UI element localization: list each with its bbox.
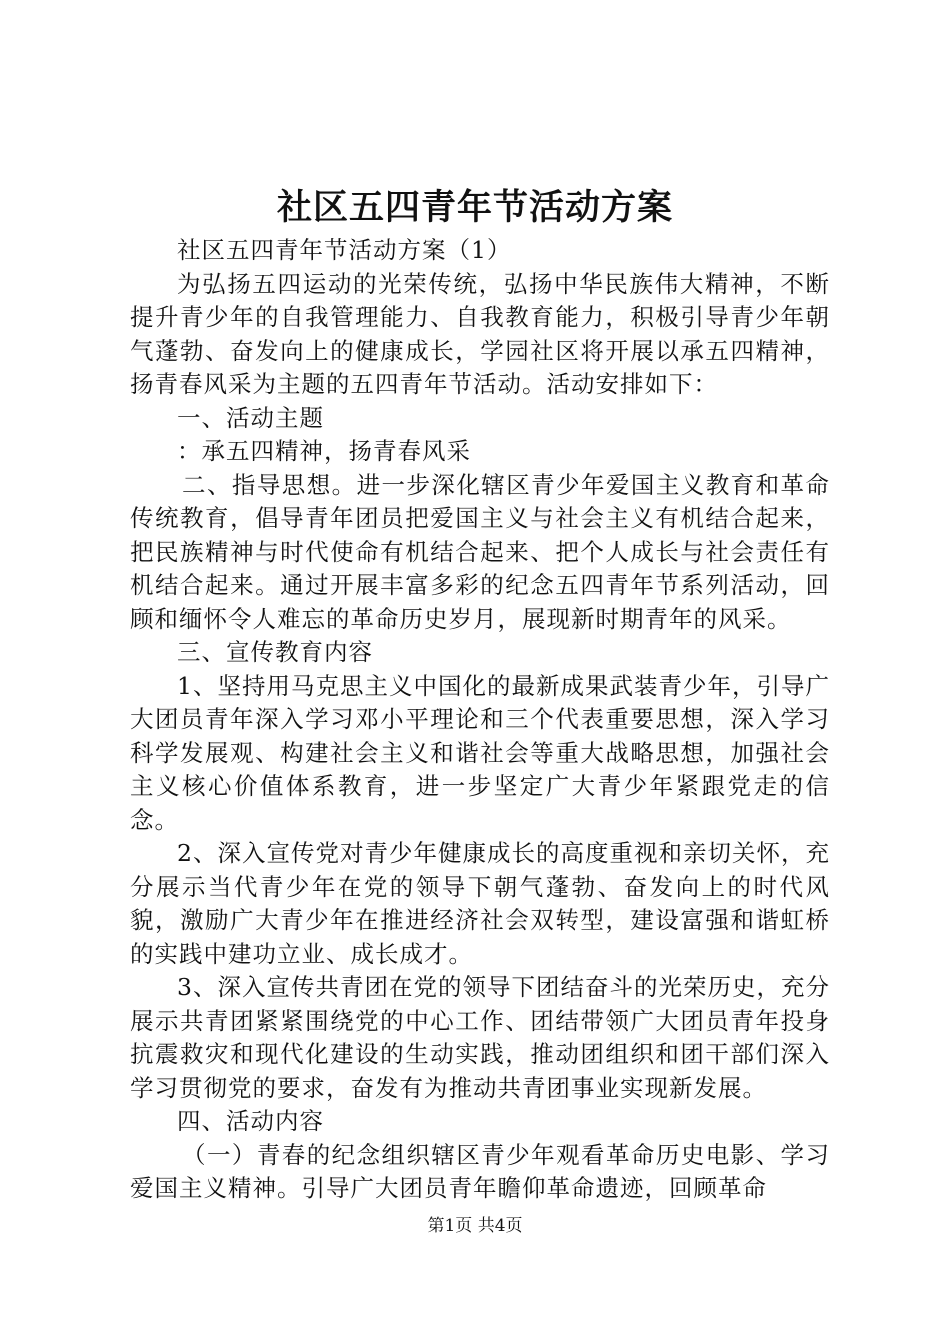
- section-heading: 四、活动内容: [177, 1107, 324, 1135]
- document-title: 社区五四青年节活动方案: [276, 187, 673, 228]
- activity-item-1: （一）青春的纪念组织辖区青少年观看革命历史电影、学习爱国主义精神。引导广大团员青年瞻仰革命遗迹，回顾革命: [130, 1140, 830, 1202]
- document-body: [130, 234, 830, 1206]
- section-heading: 社区五四青年节活动方案（1）: [177, 236, 512, 264]
- content-item-2: 2、深入宣传党对青少年健康成长的高度重视和亲切关怀，充分展示当代青少年在党的领导下朝气蓬勃、奋发向上的时代风貌，激励广大青少年在推进经济社会双转型，建设富强和谐虹桥的实践中建功立业、成长成才。: [130, 839, 830, 968]
- guiding-ideology-paragraph: 二、指导思想。进一步深化辖区青少年爱国主义教育和革命传统教育，倡导青年团员把爱国主义与社会主义有机结合起来，把民族精神与时代使命有机结合起来、把个人成长与社会责任有机结合起来。通过开展丰富多彩的纪念五四青年节系列活动，回顾和缅怀令人难忘的革命历史岁月，展现新时期青年的风采。: [130, 470, 830, 633]
- theme-line: ：承五四精神，扬青春风采: [177, 437, 471, 465]
- section-heading: 三、宣传教育内容: [177, 638, 373, 666]
- page-footer: 第1页 共4页: [427, 1216, 523, 1236]
- section-heading: 一、活动主题: [177, 403, 324, 432]
- content-item-3: 3、深入宣传共青团在党的领导下团结奋斗的光荣历史，充分展示共青团紧紧围绕党的中心工作、团结带领广大团员青年投身抗震救灾和现代化建设的生动实践，推动团组织和团干部们深入学习贯彻党的要求，奋发有为推动共青团事业实现新发展。: [130, 973, 830, 1102]
- content-item-1: 1、坚持用马克思主义中国化的最新成果武装青少年，引导广大团员青年深入学习邓小平理论和三个代表重要思想，深入学习科学发展观、构建社会主义和谐社会等重大战略思想，加强社会主义核心价值体系教育，进一步坚定广大青少年紧跟党走的信念。: [130, 671, 830, 834]
- intro-paragraph: 为弘扬五四运动的光荣传统，弘扬中华民族伟大精神，不断提升青少年的自我管理能力、自我教育能力，积极引导青少年朝气蓬勃、奋发向上的健康成长，学园社区将开展以承五四精神，扬青春风采为主题的五四青年节活动。活动安排如下：: [130, 269, 830, 398]
